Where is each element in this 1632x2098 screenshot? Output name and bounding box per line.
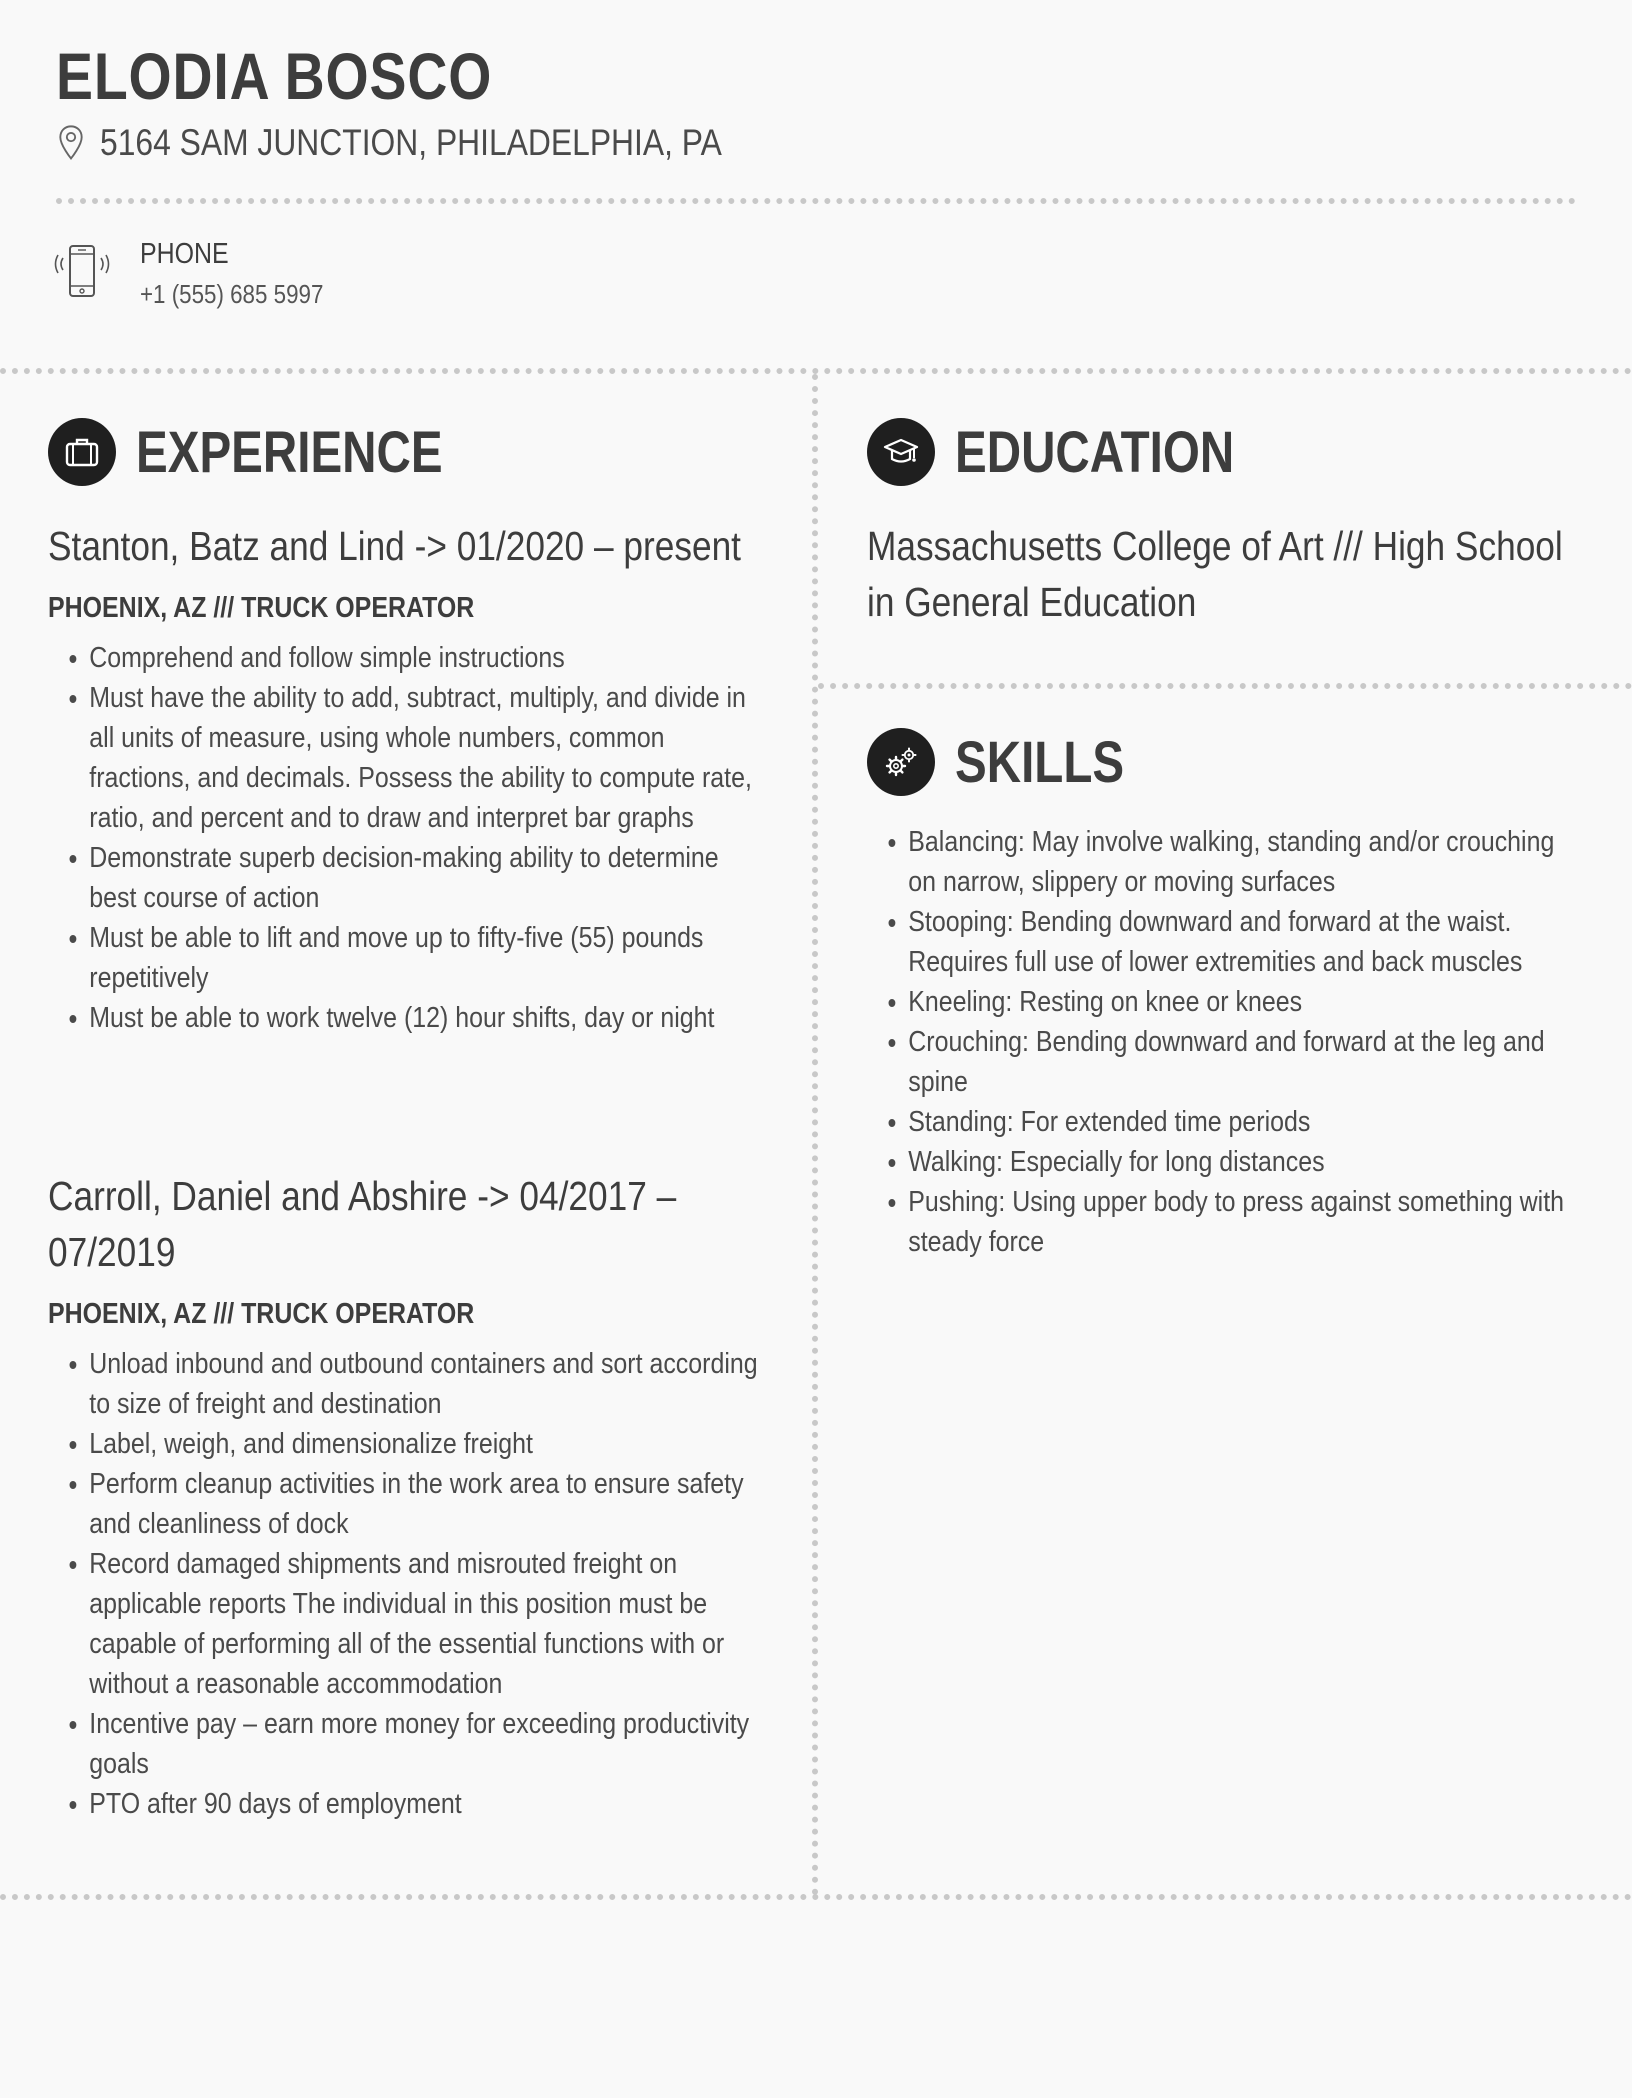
- list-item: • Balancing: May involve walking, standing and/or crouching on narrow, slippery or moving surfaces: [908, 822, 1582, 902]
- education-divider: [818, 683, 1632, 689]
- candidate-name: ELODIA BOSCO: [56, 39, 493, 113]
- list-item: • Comprehend and follow simple instructions: [89, 638, 758, 678]
- job-heading: Carroll, Daniel and Abshire -> 04/2017 – 07/2019: [48, 1173, 677, 1275]
- gears-icon: [867, 728, 935, 796]
- list-item: • Standing: For extended time periods: [908, 1102, 1582, 1142]
- contact-phone: [54, 234, 353, 314]
- list-item: • Label, weigh, and dimensionalize freight: [89, 1424, 758, 1464]
- education-title: EDUCATION: [955, 419, 1235, 485]
- job-bullets: [48, 638, 758, 1038]
- education-entry: [867, 518, 1582, 630]
- experience-header: [48, 418, 510, 486]
- header-divider: [56, 198, 1576, 204]
- job-subheading: PHOENIX, AZ /// TRUCK OPERATOR: [48, 592, 475, 624]
- phone-icon: [54, 240, 110, 304]
- education-text: Massachusetts College of Art /// High School in General Education: [867, 523, 1563, 625]
- list-item: • Crouching: Bending downward and forward at the leg and spine: [908, 1022, 1582, 1102]
- resume-header: [56, 36, 1576, 164]
- list-item: • Walking: Especially for long distances: [908, 1142, 1582, 1182]
- experience-job-2: [48, 1168, 758, 1824]
- list-item: • Unload inbound and outbound containers and sort according to size of freight and destination: [89, 1344, 758, 1424]
- list-item: • Record damaged shipments and misrouted freight on applicable reports The individual in this position must be capable of performing all of the essential functions with or without a reasonable accommodation: [89, 1544, 758, 1704]
- list-item: • PTO after 90 days of employment: [89, 1784, 758, 1824]
- list-item: • Pushing: Using upper body to press against something with steady force: [908, 1182, 1582, 1262]
- address: 5164 SAM JUNCTION, PHILADELPHIA, PA: [100, 122, 722, 163]
- briefcase-icon: [48, 418, 116, 486]
- list-item: • Must have the ability to add, subtract, multiply, and divide in all units of measure, using whole numbers, common fractions, and decimals. Possess the ability to compute rate, ratio, and percent and to draw and interpret bar graphs: [89, 678, 758, 838]
- experience-job-1: [48, 518, 758, 1038]
- job-bullets: [48, 1344, 758, 1824]
- phone-value: +1 (555) 685 5997: [140, 279, 324, 309]
- skills-list: [867, 822, 1582, 1262]
- list-item: • Demonstrate superb decision-making ability to determine best course of action: [89, 838, 758, 918]
- location-pin-icon: [56, 124, 86, 162]
- phone-label: PHONE: [140, 238, 229, 270]
- address-row: [56, 122, 1576, 164]
- skills-header: [867, 728, 1161, 796]
- skills-bullets: [867, 822, 1583, 1262]
- footer-divider: [0, 1894, 1632, 1900]
- list-item: • Must be able to lift and move up to fifty-five (55) pounds repetitively: [89, 918, 758, 998]
- education-header: [867, 418, 1295, 486]
- list-item: • Perform cleanup activities in the work area to ensure safety and cleanliness of dock: [89, 1464, 758, 1544]
- list-item: • Stooping: Bending downward and forward at the waist. Requires full use of lower extremities and back muscles: [908, 902, 1582, 982]
- experience-title: EXPERIENCE: [136, 419, 443, 485]
- graduation-cap-icon: [867, 418, 935, 486]
- column-divider: [812, 374, 818, 1896]
- job-subheading: PHOENIX, AZ /// TRUCK OPERATOR: [48, 1298, 475, 1330]
- list-item: • Kneeling: Resting on knee or knees: [908, 982, 1582, 1022]
- list-item: • Must be able to work twelve (12) hour shifts, day or night: [89, 998, 758, 1038]
- list-item: • Incentive pay – earn more money for exceeding productivity goals: [89, 1704, 758, 1784]
- skills-title: SKILLS: [955, 729, 1125, 795]
- job-heading: Stanton, Batz and Lind -> 01/2020 – present: [48, 523, 741, 569]
